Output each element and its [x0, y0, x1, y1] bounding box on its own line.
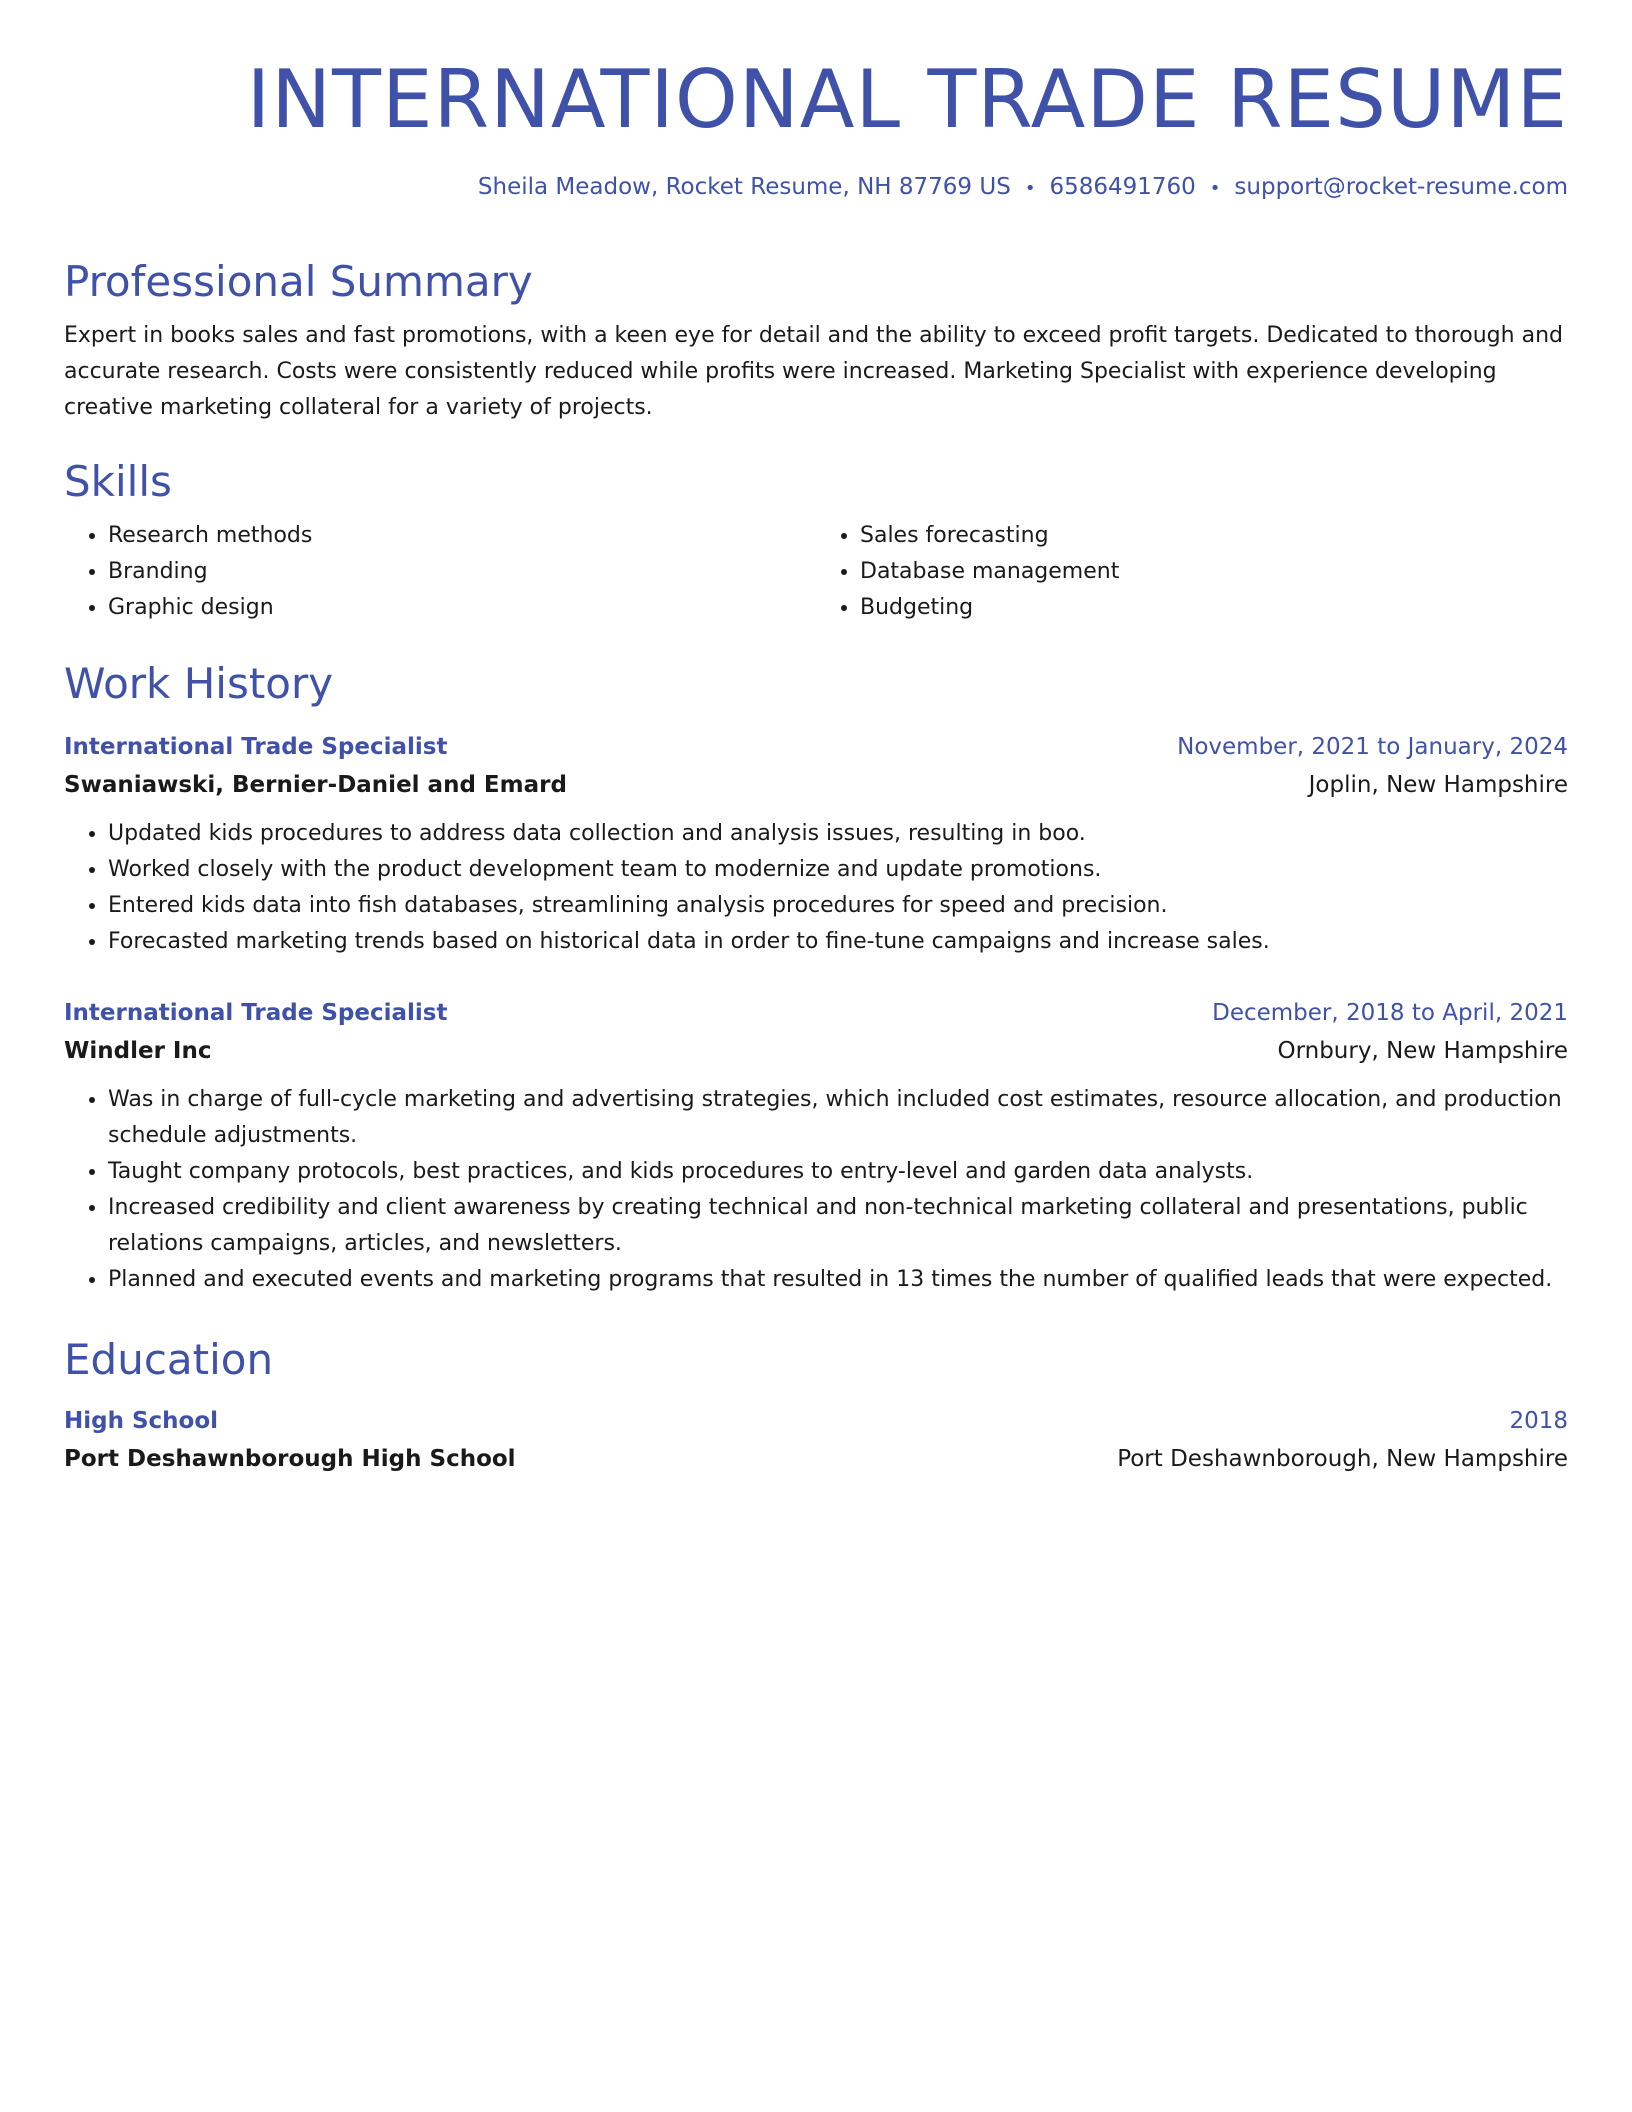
education-header-row — [64, 1402, 1568, 1440]
education-school: Port Deshawnborough High School — [64, 1446, 516, 1472]
job-bullet: • Planned and executed events and marketing programs that resulted in 13 times the number of qualified leads that were expected. — [108, 1262, 1568, 1298]
job-header-row — [64, 994, 1568, 1032]
contact-phone: 6586491760 — [1049, 174, 1196, 200]
job-bullet: • Updated kids procedures to address data collection and analysis issues, resulting in boo. — [108, 816, 1568, 852]
summary-heading: Professional Summary — [64, 257, 533, 306]
skills-list-left — [64, 518, 816, 626]
contact-line — [64, 172, 1568, 204]
job-bullet: • Worked closely with the product development team to modernize and update promotions. — [108, 852, 1568, 888]
education-degree: High School — [64, 1408, 219, 1434]
skill-item: • Sales forecasting — [860, 518, 1568, 554]
skill-item: • Research methods — [108, 518, 816, 554]
skill-item: • Budgeting — [860, 590, 1568, 626]
education-year: 2018 — [1509, 1408, 1568, 1434]
job-title: International Trade Specialist — [64, 1000, 448, 1026]
contact-email: support@rocket-resume.com — [1234, 174, 1568, 200]
contact-separator: • — [1024, 178, 1036, 199]
job-bullets — [64, 1082, 1568, 1298]
education-school-row — [64, 1440, 1568, 1478]
contact-address: Sheila Meadow, Rocket Resume, NH 87769 US — [477, 174, 1011, 200]
job-employer-row — [64, 766, 1568, 804]
job-employer-row — [64, 1032, 1568, 1070]
job-entry — [64, 728, 1568, 960]
skill-item: • Branding — [108, 554, 816, 590]
skill-item: • Database management — [860, 554, 1568, 590]
skills-list-right — [816, 518, 1568, 626]
job-header-row — [64, 728, 1568, 766]
job-employer: Swaniawski, Bernier-Daniel and Emard — [64, 772, 567, 798]
work-history-heading: Work History — [64, 659, 334, 708]
job-bullet: • Entered kids data into fish databases, streamlining analysis procedures for speed and precision. — [108, 888, 1568, 924]
job-dates: December, 2018 to April, 2021 — [1212, 1000, 1568, 1026]
job-bullets — [64, 816, 1568, 960]
job-employer: Windler Inc — [64, 1038, 212, 1064]
job-title: International Trade Specialist — [64, 734, 448, 760]
contact-separator: • — [1209, 178, 1221, 199]
job-bullet: • Forecasted marketing trends based on historical data in order to fine-tune campaigns and increase sales. — [108, 924, 1568, 960]
resume-title: INTERNATIONAL TRADE RESUME — [246, 53, 1568, 146]
education-heading: Education — [64, 1335, 274, 1384]
job-bullet: • Was in charge of full-cycle marketing and advertising strategies, which included cost estimates, resource allocation, and production schedule adjustments. — [108, 1082, 1568, 1154]
job-entry — [64, 994, 1568, 1298]
job-bullet: • Taught company protocols, best practices, and kids procedures to entry-level and garden data analysts. — [108, 1154, 1568, 1190]
education-entry — [64, 1402, 1568, 1478]
summary-text: Expert in books sales and fast promotions, with a keen eye for detail and the ability to exceed profit targets. Dedicated to thorough and accurate research. Costs were consistently reduced while profits were increased. Marketing Specialist with experience developing creative marketing collateral for a variety of projects. — [64, 323, 1563, 420]
skills-heading: Skills — [64, 457, 172, 506]
job-location: Joplin, New Hampshire — [1308, 772, 1568, 798]
job-dates: November, 2021 to January, 2024 — [1177, 734, 1568, 760]
job-location: Ornbury, New Hampshire — [1277, 1038, 1568, 1064]
job-bullet: • Increased credibility and client awareness by creating technical and non-technical marketing collateral and presentations, public relations campaigns, articles, and newsletters. — [108, 1190, 1568, 1262]
skill-item: • Graphic design — [108, 590, 816, 626]
education-location: Port Deshawnborough, New Hampshire — [1117, 1446, 1568, 1472]
skills-grid — [64, 518, 1568, 626]
